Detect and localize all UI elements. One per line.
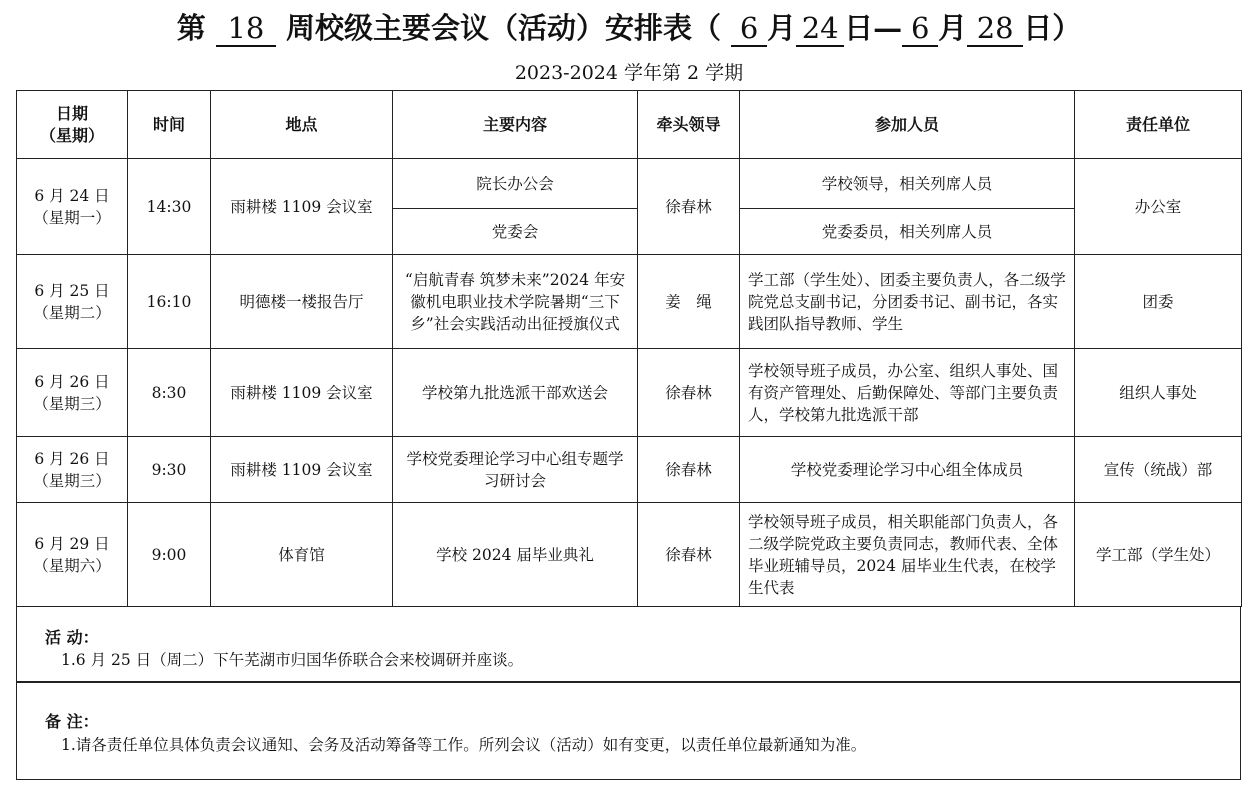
row-time: 16:10 <box>128 255 211 349</box>
row-participants: 学校领导，相关列席人员 <box>740 159 1075 209</box>
row-leader: 徐春林 <box>638 503 740 607</box>
weekday-text: （星期三） <box>33 471 111 490</box>
weekday-text: （星期三） <box>33 394 111 413</box>
row-content: “启航青春 筑梦未来”2024 年安徽机电职业技术学院暑期“三下乡”社会实践活动出征授旗仪式 <box>393 255 638 349</box>
row-content: 学校 2024 届毕业典礼 <box>393 503 638 607</box>
header-time: 时间 <box>128 91 211 159</box>
title-end-month: 6 <box>902 11 938 47</box>
header-date-label: 日期 <box>55 103 88 123</box>
row-participants: 党委委员，相关列席人员 <box>740 209 1075 255</box>
row-participants: 学校领导班子成员，办公室、组织人事处、国有资产管理处、后勤保障处、等部门主要负责人，学校第九批选派干部 <box>740 349 1075 437</box>
date-text: 6 月 29 日 <box>34 534 110 553</box>
notes-item: 1.请各责任单位具体负责会议通知、会务及活动筹备等工作。所列会议（活动）如有变更，以责任单位最新通知为准。 <box>61 736 867 754</box>
activities-item: 1.6 月 25 日（周二）下午芜湖市归国华侨联合会来校调研并座谈。 <box>61 651 524 669</box>
row-unit: 学工部（学生处） <box>1075 503 1242 607</box>
header-row <box>17 91 1242 159</box>
title-middle: 周校级主要会议（活动）安排表（ <box>286 11 722 45</box>
row-date <box>17 437 128 503</box>
row-location: 体育馆 <box>211 503 393 607</box>
row-unit: 办公室 <box>1075 159 1242 255</box>
date-text: 6 月 25 日 <box>34 281 110 300</box>
row-date <box>17 503 128 607</box>
row-date <box>17 159 128 255</box>
activities-section <box>16 607 1241 682</box>
notes-heading: 备 注： <box>45 712 99 731</box>
row-time: 9:30 <box>128 437 211 503</box>
row-content: 院长办公会 <box>393 159 638 209</box>
schedule-table <box>16 90 1242 607</box>
header-content: 主要内容 <box>393 91 638 159</box>
header-unit: 责任单位 <box>1075 91 1242 159</box>
title-suffix: 日） <box>1023 11 1082 45</box>
row-location: 雨耕楼 1109 会议室 <box>211 349 393 437</box>
row-leader: 徐春林 <box>638 159 740 255</box>
row-unit: 团委 <box>1075 255 1242 349</box>
row-leader: 姜 绳 <box>638 255 740 349</box>
weekday-text: （星期二） <box>33 303 111 322</box>
row-participants: 学工部（学生处）、团委主要负责人，各二级学院党总支副书记，分团委书记、副书记，各实践团队指导教师、学生 <box>740 255 1075 349</box>
row-content: 党委会 <box>393 209 638 255</box>
row-leader: 徐春林 <box>638 349 740 437</box>
row-date <box>17 349 128 437</box>
header-date <box>17 91 128 159</box>
title-prefix: 第 <box>176 11 206 45</box>
weekday-text: （星期一） <box>33 208 111 227</box>
title-month-char-2: 月 <box>938 11 968 45</box>
table-row <box>17 349 1242 437</box>
table-row <box>17 437 1242 503</box>
document-title <box>0 6 1258 50</box>
row-time: 14:30 <box>128 159 211 255</box>
title-start-month: 6 <box>731 11 767 47</box>
weekday-text: （星期六） <box>33 556 111 575</box>
activities-heading: 活 动： <box>45 628 99 647</box>
title-end-day: 28 <box>967 11 1023 47</box>
title-start-day: 24 <box>796 11 844 47</box>
semester-subtitle: 2023-2024 学年第 2 学期 <box>514 62 744 84</box>
row-time: 8:30 <box>128 349 211 437</box>
table-row <box>17 503 1242 607</box>
row-location: 雨耕楼 1109 会议室 <box>211 159 393 255</box>
row-unit: 组织人事处 <box>1075 349 1242 437</box>
row-date <box>17 255 128 349</box>
row-content: 学校第九批选派干部欢送会 <box>393 349 638 437</box>
date-text: 6 月 26 日 <box>34 449 110 468</box>
date-text: 6 月 26 日 <box>34 372 110 391</box>
row-participants: 学校领导班子成员，相关职能部门负责人，各二级学院党政主要负责同志，教师代表、全体毕业班辅导员，2024 届毕业生代表，在校学生代表 <box>740 503 1075 607</box>
header-location: 地点 <box>211 91 393 159</box>
title-day-dash: 日— <box>844 11 903 45</box>
notes-section <box>16 682 1241 780</box>
table-row <box>17 255 1242 349</box>
header-weekday-label: （星期） <box>39 125 104 145</box>
row-location: 明德楼一楼报告厅 <box>211 255 393 349</box>
row-participants: 学校党委理论学习中心组全体成员 <box>740 437 1075 503</box>
date-text: 6 月 24 日 <box>34 186 110 205</box>
table-row <box>17 159 1242 209</box>
header-participants: 参加人员 <box>740 91 1075 159</box>
title-week-number: 18 <box>216 11 276 47</box>
row-content: 学校党委理论学习中心组专题学习研讨会 <box>393 437 638 503</box>
row-time: 9:00 <box>128 503 211 607</box>
row-unit: 宣传（统战）部 <box>1075 437 1242 503</box>
title-month-char-1: 月 <box>767 11 797 45</box>
row-location: 雨耕楼 1109 会议室 <box>211 437 393 503</box>
header-leader: 牵头领导 <box>638 91 740 159</box>
row-leader: 徐春林 <box>638 437 740 503</box>
